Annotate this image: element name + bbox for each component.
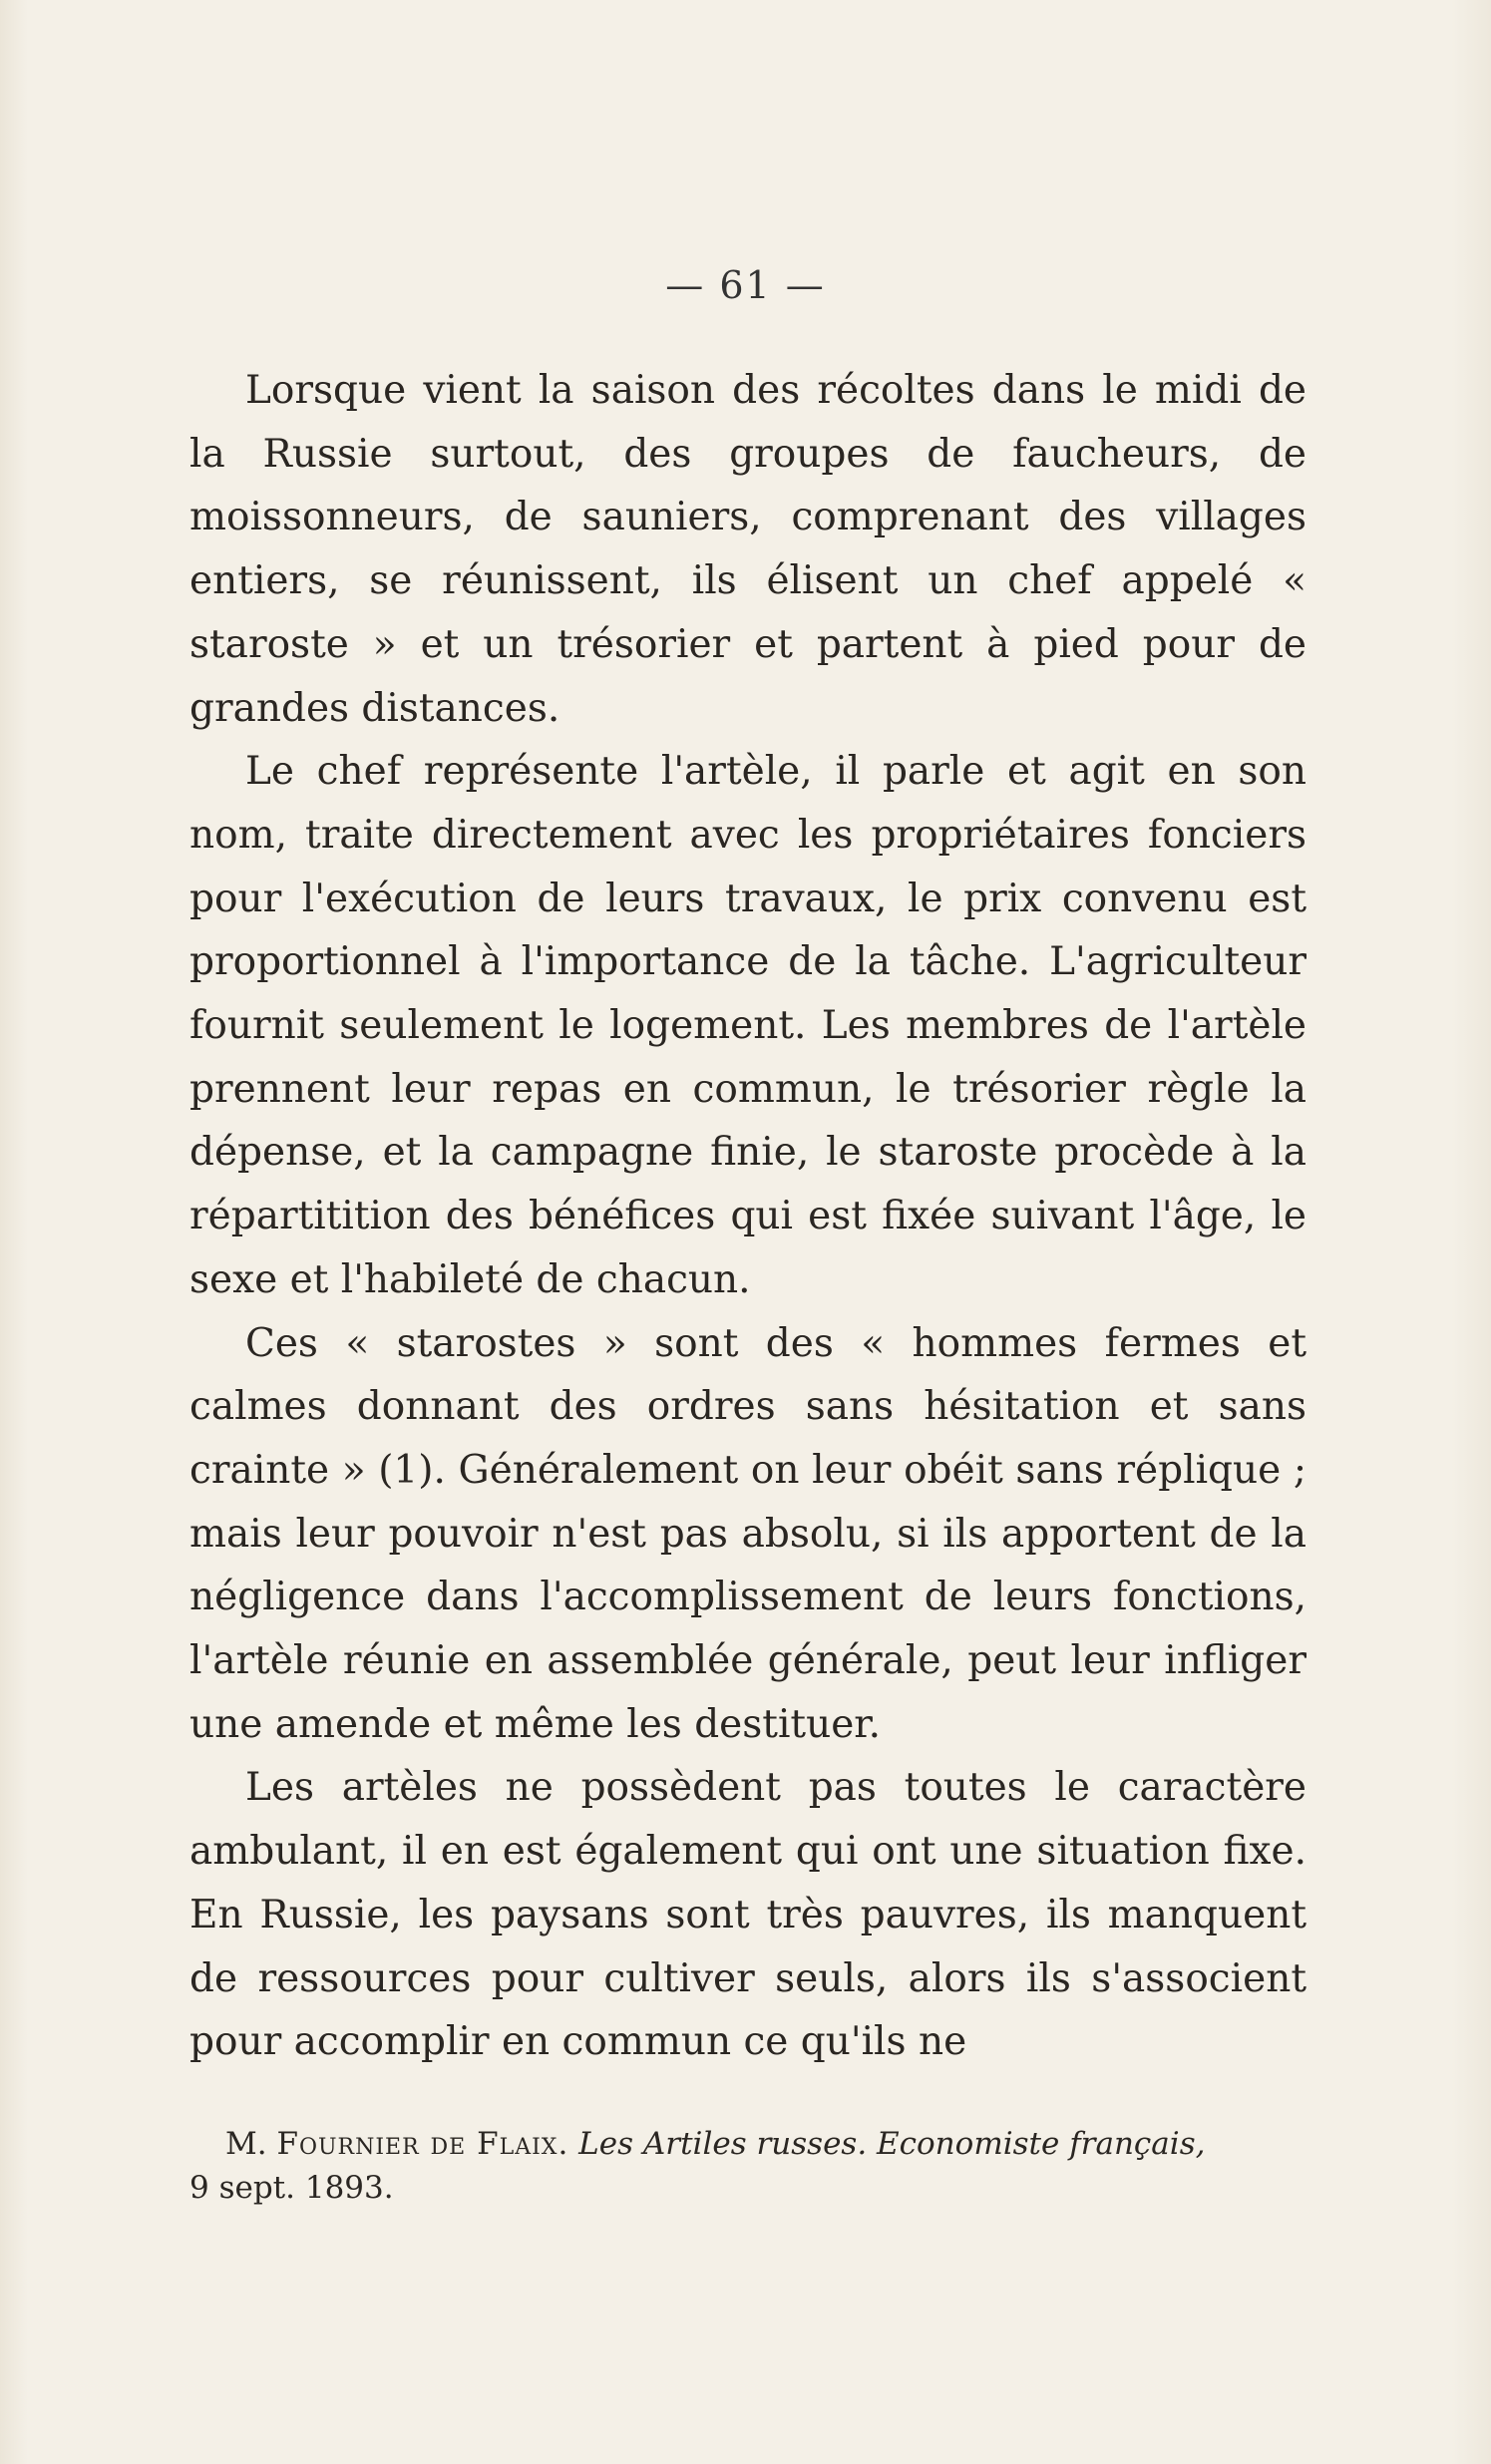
paragraph: Les artèles ne possèdent pas toutes le caractère ambulant, il en est également qui ont une situation fixe. En Russie, les paysans sont très pauvres, ils manquent de ressources pour cultiver seuls, alors ils s'associent pour accomplir en commun ce qu'ils ne — [189, 1765, 1306, 2065]
footnote-date: 9 sept. 1893. — [189, 2170, 394, 2206]
page-number: — 61 — — [665, 263, 826, 307]
footnote-author-initial: M. — [225, 2126, 267, 2162]
paragraph: Ces « starostes » sont des « hommes fermes et calmes donnant des ordres sans hésitation et sans crainte » (1). Généralement on leur obéit sans réplique ; mais leur pouvoir n'est pas absolu, si ils apportent de la négligence dans l'accomplissement de leurs fonctions, l'artèle réunie en assemblée générale, peut leur infliger une amende et même les destituer. — [189, 1320, 1306, 1747]
body-text — [189, 359, 1306, 2074]
paragraph: Le chef représente l'artèle, il parle et agit en son nom, traite directement avec les propriétaires fonciers pour l'exécution de leurs travaux, le prix convenu est proportionnel à l'importance de la tâche. L'agriculteur fournit seulement le logement. Les membres de l'artèle prennent leur repas en commun, le trésorier règle la dépense, et la campagne finie, le staroste procède à la répartitition des bénéfices qui est fixée suivant l'âge, le sexe et l'habileté de chacun. — [189, 749, 1306, 1302]
footnote-author-name: Fournier de Flaix. — [276, 2126, 569, 2162]
footnote-line-1 — [189, 2122, 1306, 2166]
footnote — [189, 2122, 1306, 2210]
footnote-title: Les Artiles russes. Economiste français, — [578, 2126, 1206, 2162]
paragraph: Lorsque vient la saison des récoltes dans le midi de la Russie surtout, des groupes de faucheurs, de moissonneurs, de sauniers, comprenant des villages entiers, se réunissent, ils élisent un chef appelé « staroste » et un trésorier et partent à pied pour de grandes distances. — [189, 368, 1306, 731]
